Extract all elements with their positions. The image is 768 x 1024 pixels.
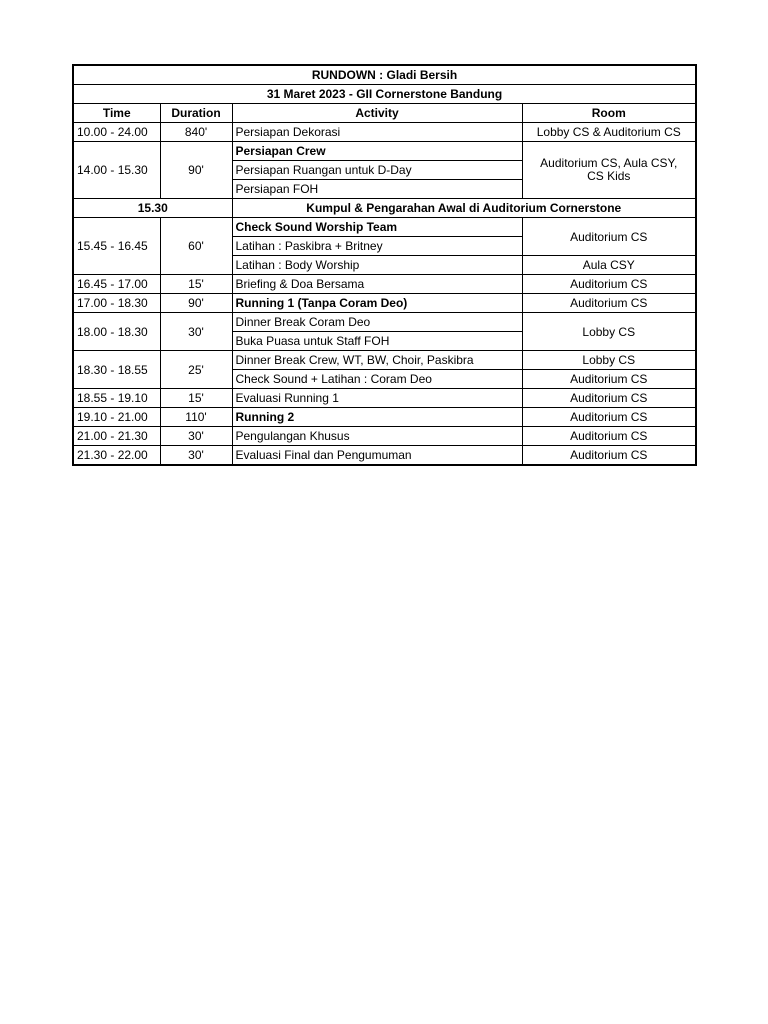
duration-cell: 15'	[160, 275, 232, 294]
title-row	[73, 65, 696, 85]
room-cell: Auditorium CS	[522, 389, 696, 408]
time-cell: 19.10 - 21.00	[73, 408, 160, 427]
activity-cell: Persiapan FOH	[232, 180, 522, 199]
document-subtitle: 31 Maret 2023 - GII Cornerstone Bandung	[73, 85, 696, 104]
activity-cell: Evaluasi Running 1	[232, 389, 522, 408]
room-cell: Auditorium CS	[522, 408, 696, 427]
activity-cell: Pengulangan Khusus	[232, 427, 522, 446]
table-row	[73, 408, 696, 427]
header-time: Time	[73, 104, 160, 123]
activity-cell: Check Sound + Latihan : Coram Deo	[232, 370, 522, 389]
activity-cell: Briefing & Doa Bersama	[232, 275, 522, 294]
table-row	[73, 313, 696, 332]
table-row	[73, 351, 696, 370]
duration-cell: 90'	[160, 294, 232, 313]
table-row	[73, 446, 696, 466]
activity-cell: Evaluasi Final dan Pengumuman	[232, 446, 522, 466]
duration-cell: 25'	[160, 351, 232, 389]
activity-cell: Latihan : Paskibra + Britney	[232, 237, 522, 256]
activity-cell: Running 2	[232, 408, 522, 427]
table-row	[73, 294, 696, 313]
table-row	[73, 142, 696, 161]
duration-cell: 110'	[160, 408, 232, 427]
room-cell: Auditorium CS	[522, 370, 696, 389]
duration-cell: 15'	[160, 389, 232, 408]
room-cell: Aula CSY	[522, 256, 696, 275]
room-cell: Lobby CS	[522, 351, 696, 370]
room-cell: Auditorium CS	[522, 294, 696, 313]
duration-cell: 60'	[160, 218, 232, 275]
duration-cell: 30'	[160, 446, 232, 466]
duration-cell: 30'	[160, 427, 232, 446]
time-cell: 21.00 - 21.30	[73, 427, 160, 446]
activity-cell: Persiapan Crew	[232, 142, 522, 161]
room-cell: Auditorium CS	[522, 446, 696, 466]
header-room: Room	[522, 104, 696, 123]
activity-cell: Running 1 (Tanpa Coram Deo)	[232, 294, 522, 313]
table-row	[73, 218, 696, 237]
activity-cell: Buka Puasa untuk Staff FOH	[232, 332, 522, 351]
activity-cell: Dinner Break Crew, WT, BW, Choir, Paskibra	[232, 351, 522, 370]
time-cell: 17.00 - 18.30	[73, 294, 160, 313]
activity-cell: Latihan : Body Worship	[232, 256, 522, 275]
subtitle-row	[73, 85, 696, 104]
time-cell: 15.30	[73, 199, 232, 218]
time-cell: 16.45 - 17.00	[73, 275, 160, 294]
time-cell: 18.30 - 18.55	[73, 351, 160, 389]
document-title: RUNDOWN : Gladi Bersih	[73, 65, 696, 85]
time-cell: 21.30 - 22.00	[73, 446, 160, 466]
time-cell: 15.45 - 16.45	[73, 218, 160, 275]
rundown-table	[72, 64, 697, 466]
activity-cell: Check Sound Worship Team	[232, 218, 522, 237]
table-row	[73, 123, 696, 142]
table-row	[73, 389, 696, 408]
room-cell: Auditorium CS	[522, 427, 696, 446]
room-cell: Auditorium CS	[522, 275, 696, 294]
table-row	[73, 275, 696, 294]
table-row	[73, 199, 696, 218]
time-cell: 18.55 - 19.10	[73, 389, 160, 408]
duration-cell: 30'	[160, 313, 232, 351]
header-row	[73, 104, 696, 123]
header-activity: Activity	[232, 104, 522, 123]
time-cell: 14.00 - 15.30	[73, 142, 160, 199]
activity-cell: Persiapan Dekorasi	[232, 123, 522, 142]
activity-cell: Kumpul & Pengarahan Awal di Auditorium Cornerstone	[232, 199, 696, 218]
room-cell: Lobby CS & Auditorium CS	[522, 123, 696, 142]
duration-cell: 90'	[160, 142, 232, 199]
activity-cell: Persiapan Ruangan untuk D-Day	[232, 161, 522, 180]
activity-cell: Dinner Break Coram Deo	[232, 313, 522, 332]
room-cell: Auditorium CS	[522, 218, 696, 256]
room-cell: Lobby CS	[522, 313, 696, 351]
room-cell: Auditorium CS, Aula CSY, CS Kids	[522, 142, 696, 199]
duration-cell: 840'	[160, 123, 232, 142]
time-cell: 18.00 - 18.30	[73, 313, 160, 351]
table-row	[73, 427, 696, 446]
header-duration: Duration	[160, 104, 232, 123]
time-cell: 10.00 - 24.00	[73, 123, 160, 142]
